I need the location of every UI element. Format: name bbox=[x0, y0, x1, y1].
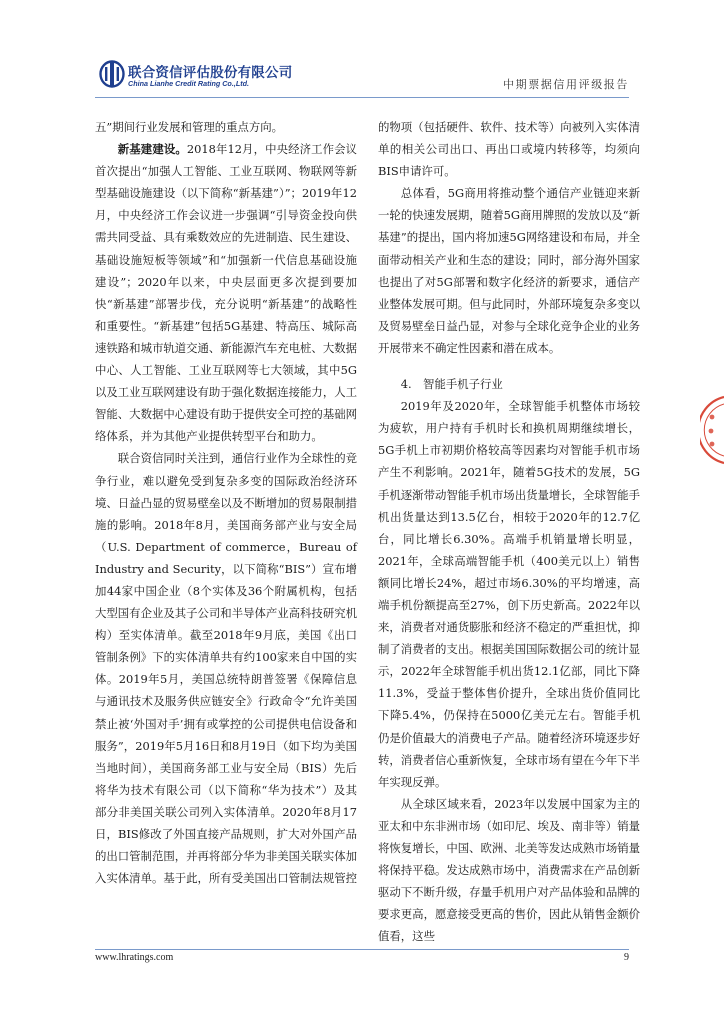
right-column bbox=[378, 116, 640, 947]
section-heading-smartphone: 4. 智能手机子行业 bbox=[400, 377, 503, 392]
company-name-cn: 联合资信评估股份有限公司 bbox=[128, 65, 293, 81]
report-title: 中期票据信用评级报告 bbox=[503, 78, 629, 91]
page-number: 9 bbox=[624, 952, 629, 963]
footer-website: www.lhratings.com bbox=[95, 952, 174, 963]
new-infrastructure-body: 2018年12月，中央经济工作会议首次提出“加强人工智能、工业互联网、物联网等新型基础设施建设（以下简称“新基建”）”；2019年12月，中央经济工作会议进一步强调“引导资金投向供需共同受益、具有乘数效应的先进制造、民生建设、基础设施短板等领域”和“加强新一代信息基础设施建设”；2020年以来，中央层面更多次提到要加快“新基建”部署步伐，充分说明“新基建”的战略性和重要性。“新基建”包括5G基建、特高压、城际高速铁路和城市轨道交通、新能源汽车充电桩、大数据中心、人工智能、工业互联网等七大领域，其中5G以及工业互联网建设有助于强化数据连接能力，人工智能、大数据中心建设有助于提供安全可控的基础网络体系，并为其他产业提供转型平台和助力。 bbox=[95, 142, 357, 444]
company-logo bbox=[99, 60, 293, 92]
left-column bbox=[95, 116, 357, 889]
right-paragraph-2: 总体看，5G商用将推动整个通信产业链迎来新一轮的快速发展期，随着5G商用牌照的发放以及“新基建”的提出，国内将加速5G网络建设和布局，并全面带动相关产业和生态的建设；同时，部分海外国家也提出了对5G部署和数字化经济的新要求，通信产业整体发展可期。但与此同时，外部环境复杂多变以及贸易壁垒日益凸显，对参与全球化竞争企业的业务开展带来不确定性因素和潜在成本。 bbox=[378, 186, 640, 355]
lianhe-logo-icon bbox=[99, 60, 125, 88]
left-paragraph-2 bbox=[95, 138, 357, 447]
seal-stamp-icon bbox=[700, 395, 724, 465]
right-paragraph-4: 从全球区域来看，2023年以发展中国家为主的亚太和中东非洲市场（如印尼、埃及、南非等）销量将恢复增长，中国、欧洲、北美等发达成熟市场销量将保持平稳。发达成熟市场中，消费需求在产品创新驱动下不断升级，存量手机用户对产品体验和品牌的要求更高，愿意接受更高的售价，因此从销售金额价值看，这些 bbox=[378, 796, 640, 944]
company-name-en: China Lianhe Credit Rating Co.,Ltd. bbox=[128, 79, 249, 88]
right-paragraph-3: 2019年及2020年，全球智能手机整体市场较为疲软，用户持有手机时长和换机周期继续增长，5G手机上市初期价格较高等因素均对智能手机市场产生不利影响。2021年，随着5G技术的发展，5G手机逐渐带动智能手机市场出货量增长，全球智能手机出货量达到13.5亿台，相较于2020年的12.7亿台，同比增长6.30%。高端手机销量增长明显，2021年，全球高端智能手机（400美元以上）销售额同比增长24%，超过市场6.30%的平均增速，高端手机份额提高至27%，创下历史新高。2022年以来，消费者对通货膨胀和经济不稳定的严重担忧，抑制了消费者的支出。根据美国国际数据公司的统计显示，2022年全球智能手机出货12.1亿部，同比下降11.3%，受益于整体售价提升，全球出货价值同比下降5.4%，仍保持在5000亿美元左右。智能手机仍是价值最大的消费电子产品。随着经济环境逐步好转，消费者信心重新恢复，全球市场有望在今年下半年实现反弹。 bbox=[378, 399, 640, 789]
footer-divider bbox=[95, 949, 629, 950]
right-paragraph-1: 的物项（包括硬件、软件、技术等）向被列入实体清单的相关公司出口、再出口或境内转移等，均须向BIS申请许可。 bbox=[378, 120, 640, 179]
left-paragraph-3: 联合资信同时关注到，通信行业作为全球性的竞争行业，难以避免受到复杂多变的国际政治经济环境、日益凸显的贸易壁垒以及不断增加的贸易限制措施的影响。2018年8月，美国商务部产业与安全局（U.S. Department of commerce，Bureau of Industry and Security，以下简称“BIS”）宣布增加44家中国企业（8个实体及36个附属机构，包括大型国有企业及其子公司和半导体产业高科技研究机构）至实体清单。截至2018年9月底，美国《出口管制条例》下的实体清单共有约100家来自中国的实体。2019年5月，美国总统特朗普签署《保障信息与通讯技术及服务供应链安全》行政命令“允许美国禁止被‘外国对手’拥有或掌控的公司提供电信设备和服务”，2019年5月16日和8月19日（如下均为美国当地时间），美国商务部工业与安全局（BIS）先后将华为技术有限公司（以下简称“华为技术”）及其部分非美国关联公司列入实体清单。2020年8月17日，BIS修改了外国直接产品规则，扩大对外国产品的出口管制范围，并再将部分华为非美国关联实体加入实体清单。基于此，所有受美国出口管制法规管控 bbox=[95, 451, 358, 886]
new-infrastructure-heading: 新基建建设。 bbox=[117, 142, 187, 157]
header-divider bbox=[95, 97, 629, 98]
left-paragraph-1: 五”期间行业发展和管理的重点方向。 bbox=[95, 120, 284, 134]
